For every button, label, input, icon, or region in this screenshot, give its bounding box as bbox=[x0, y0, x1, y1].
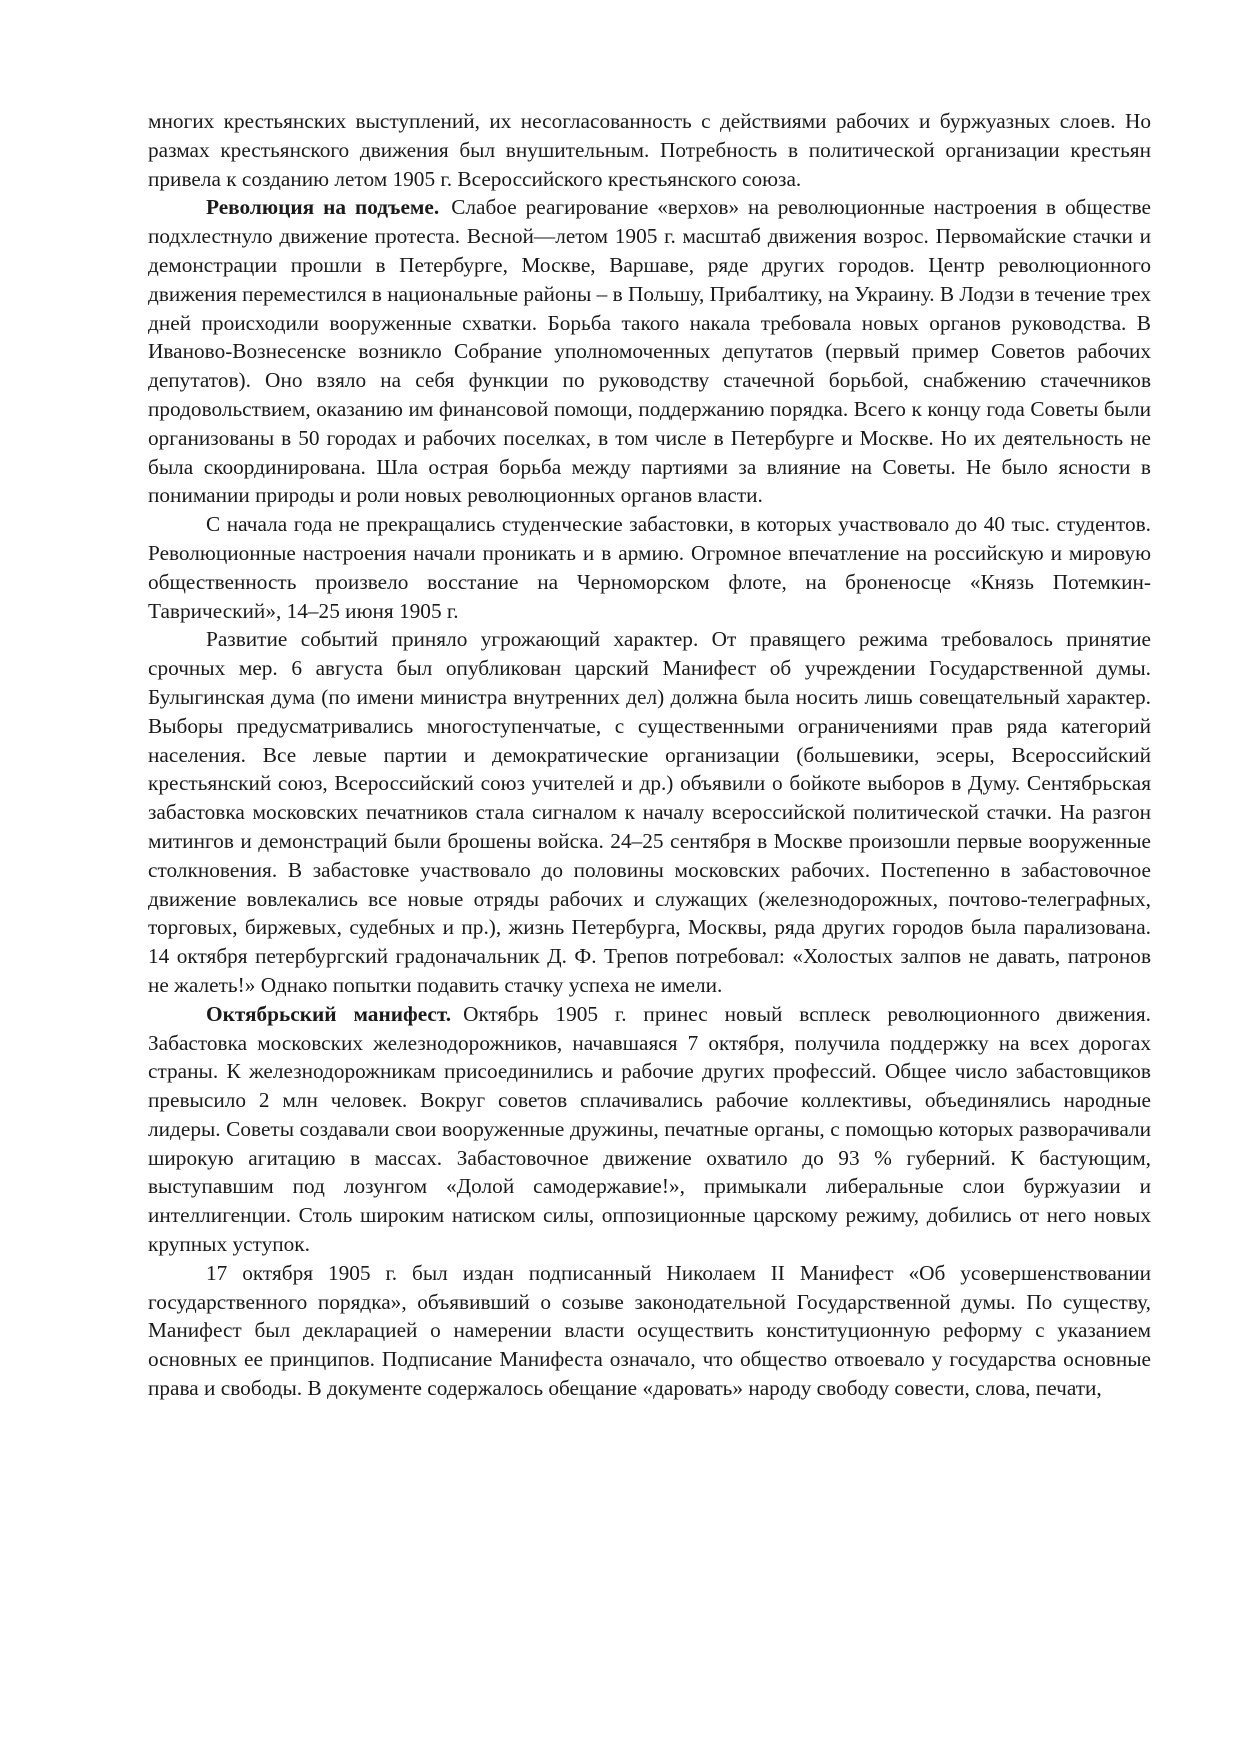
paragraph-6 bbox=[148, 1259, 1151, 1403]
paragraph-2 bbox=[148, 193, 1151, 510]
paragraph-3 bbox=[148, 510, 1151, 625]
paragraph-1 bbox=[148, 107, 1151, 193]
section-heading-revolution-rising: Революция на подъеме. bbox=[206, 195, 440, 220]
paragraph-5-text: Октябрь 1905 г. принес новый всплеск революционного движения. Забастовка московских железнодорожников, начавшаяся 7 октября, получила поддержку на всех дорогах страны. К железнодорожникам присоединились и рабочие других профессий. Общее число забастовщиков превысило 2 млн человек. Вокруг советов сплачивались рабочие коллективы, объединялись народные лидеры. Советы создавали свои вооруженные дружины, печатные органы, с помощью которых разворачивали широкую агитацию в массах. Забастовочное движение охватило до 93 % губерний. К бастующим, выступавшим под лозунгом «Долой самодержавие!», примыкали либеральные слои буржуазии и интеллигенции. Столь широким натиском силы, оппозиционные царскому режиму, добились от него новых крупных уступок. bbox=[148, 1001, 1151, 1257]
section-heading-october-manifesto: Октябрьский манифест. bbox=[206, 1001, 452, 1026]
paragraph-4-text: Развитие событий приняло угрожающий характер. От правящего режима требовалось принятие срочных мер. 6 августа был опубликован царский Манифест об учреждении Государственной думы. Булыгинская дума (по имени министра внутренних дел) должна была носить лишь совещательный характер. Выборы предусматривались многоступенчатые, с существенными ограничениями прав ряда категорий населения. Все левые партии и демократические организации (большевики, эсеры, Всероссийский крестьянский союз, Всероссийский союз учителей и др.) объявили о бойкоте выборов в Думу. Сентябрьская забастовка московских печатников стала сигналом к началу всероссийской политической стачки. На разгон митингов и демонстраций были брошены войска. 24–25 сентября в Москве произошли первые вооруженные столкновения. В забастовке участвовало до половины московских рабочих. Постепенно в забастовочное движение вовлекались все новые отряды рабочих и служащих (железнодорожных, почтово-телеграфных, торговых, биржевых, судебных и пр.), жизнь Петербурга, Москвы, ряда других городов была парализована. 14 октября петербургский градоначальник Д. Ф. Трепов потребовал: «Холостых залпов не давать, патронов не жалеть!» Однако попытки подавить стачку успеха не имели. bbox=[148, 627, 1151, 997]
paragraph-4 bbox=[148, 625, 1151, 999]
paragraph-5 bbox=[148, 1000, 1151, 1259]
document-page bbox=[148, 107, 1151, 1403]
paragraph-3-text: С начала года не прекращались студенческие забастовки, в которых участвовало до 40 тыс. студентов. Революционные настроения начали проникать и в армию. Огромное впечатление на российскую и мировую общественность произвело восстание на Черноморском флоте, на броненосце «Князь Потемкин-Таврический», 14–25 июня 1905 г. bbox=[148, 512, 1151, 623]
paragraph-6-text: 17 октября 1905 г. был издан подписанный Николаем II Манифест «Об усовершенствовании государственного порядка», объявивший о созыве законодательной Государственной думы. По существу, Манифест был декларацией о намерении власти осуществить конституционную реформу с указанием основных ее принципов. Подписание Манифеста означало, что общество отвоевало у государства основные права и свободы. В документе содержалось обещание «даровать» народу свободу совести, слова, печати, bbox=[148, 1260, 1151, 1401]
paragraph-2-text: Слабое реагирование «верхов» на революционные настроения в обществе подхлестнуло движение протеста. Весной—летом 1905 г. масштаб движения возрос. Первомайские стачки и демонстрации прошли в Петербурге, Москве, Варшаве, ряде других городов. Центр революционного движения переместился в национальные районы – в Польшу, Прибалтику, на Украину. В Лодзи в течение трех дней происходили вооруженные схватки. Борьба такого накала требовала новых органов руководства. В Иваново-Вознесенске возникло Собрание уполномоченных депутатов (первый пример Советов рабочих депутатов). Оно взяло на себя функции по руководству стачечной борьбой, снабжению стачечников продовольствием, оказанию им финансовой помощи, поддержанию порядка. Всего к концу года Советы были организованы в 50 городах и рабочих поселках, в том числе в Петербурге и Москве. Но их деятельность не была скоординирована. Шла острая борьба между партиями за влияние на Советы. Не было ясности в понимании природы и роли новых революционных органов власти. bbox=[148, 195, 1151, 508]
paragraph-1-text: многих крестьянских выступлений, их несогласованность с действиями рабочих и буржуазных слоев. Но размах крестьянского движения был внушительным. Потребность в политической организации крестьян привела к созданию летом 1905 г. Всероссийского крестьянского союза. bbox=[148, 109, 1151, 191]
